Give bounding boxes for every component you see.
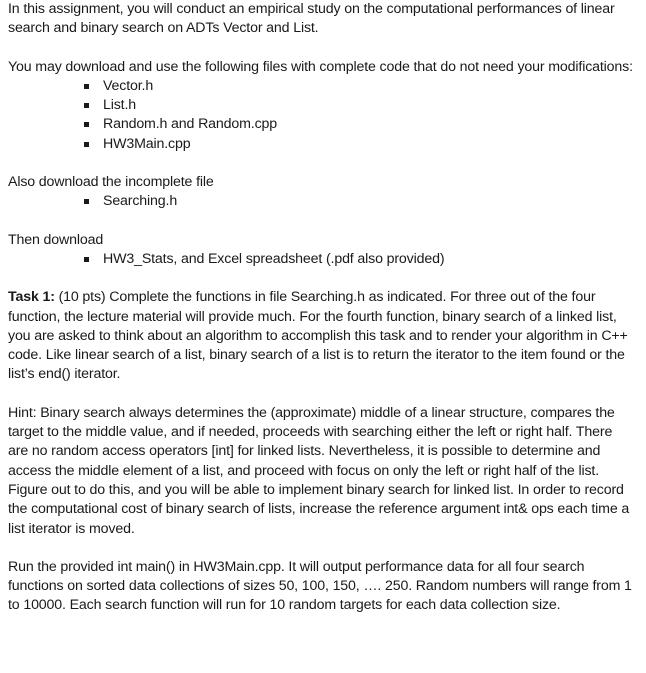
- list-item: Random.h and Random.cpp: [84, 115, 636, 134]
- incomplete-files-list: [8, 192, 636, 211]
- list-item: List.h: [84, 96, 636, 115]
- task1-text: (10 pts) Complete the functions in file Searching.h as indicated. For three out of the four function, the lecture material will provide much. For the fourth function, binary search of a linked list, you are asked to think about an algorithm to accomplish this task and to render your algorithm in C++ code. Like linear search of a list, binary search of a list is to return the iterator to the item found or the list’s end() iterator.: [8, 289, 628, 383]
- also-download-paragraph: Also download the incomplete file: [8, 174, 214, 191]
- run-paragraph: Run the provided int main() in HW3Main.cpp. It will output performance data for all four search functions on sorted data collections of sizes 50, 100, 150, …. 250. Random numbers will range from 1 to 10000. Each search function will run for 10 random targets for each data collection size.: [8, 558, 632, 614]
- task1-label: Task 1:: [8, 289, 55, 306]
- task1-paragraph: [8, 288, 636, 384]
- list-item: HW3Main.cpp: [84, 135, 636, 154]
- hint-paragraph: Hint: Binary search always determines the (approximate) middle of a linear structure, compares the target to the middle value, and if needed, proceeds with searching either the left or right half. There are no random access operators [int] for linked lists. Nevertheless, it is possible to determine and access the middle element of a list, and proceed with focus on only the left or right half of the list. Figure out to do this, and you will be able to implement binary search for linked list. In order to record the computational cost of binary search of lists, increase the reference argument int& ops each time a list iterator is moved.: [8, 404, 630, 537]
- download-intro-paragraph: You may download and use the following files with complete code that do not need your modifications:: [8, 58, 633, 75]
- stats-files-list: [8, 250, 636, 269]
- list-item: Searching.h: [84, 192, 636, 211]
- then-download-paragraph: Then download: [8, 231, 104, 248]
- intro-paragraph: In this assignment, you will conduct an empirical study on the computational performances of linear search and binary search on ADTs Vector and List.: [8, 1, 615, 37]
- complete-files-list: [8, 77, 636, 154]
- list-item: HW3_Stats, and Excel spreadsheet (.pdf also provided): [84, 250, 636, 269]
- list-item: Vector.h: [84, 77, 636, 96]
